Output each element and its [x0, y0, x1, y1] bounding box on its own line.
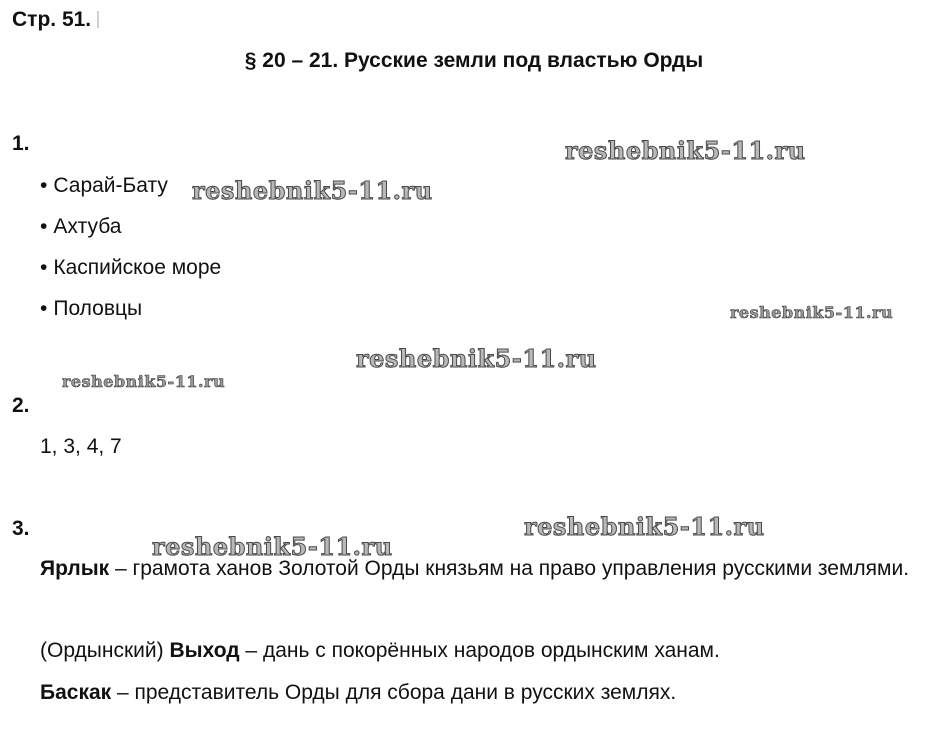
question-1-number: 1.: [12, 132, 30, 155]
question-2-number: 2.: [12, 394, 30, 417]
definition-yarlyk-text: – грамота ханов Золотой Орды князьям на право управления русскими землями.: [109, 557, 910, 580]
watermark: reshebnik5-11.ru: [152, 532, 393, 561]
watermark: reshebnik5-11.ru: [565, 136, 806, 165]
definition-yarlyk: [12, 548, 938, 590]
list-item-text: Каспийское море: [53, 256, 222, 279]
list-item: [40, 256, 221, 280]
bullet-icon: •: [40, 174, 48, 197]
bullet-icon: •: [40, 215, 48, 238]
definition-baskak-text: – представитель Орды для сбора дани в русских землях.: [111, 681, 677, 704]
list-item-text: Сарай-Бату: [53, 174, 168, 197]
watermark: reshebnik5-11.ru: [192, 176, 433, 205]
bullet-icon: •: [40, 297, 48, 320]
definition-vykhod-prefix: (Ордынский): [40, 639, 170, 662]
question-3-number: 3.: [12, 517, 30, 540]
bullet-icon: •: [40, 256, 48, 279]
page-number: [12, 8, 99, 32]
definition-baskak: [12, 672, 938, 714]
term-yarlyk: Ярлык: [40, 557, 110, 580]
text-cursor-mark: [97, 11, 99, 28]
list-item-text: Ахтуба: [53, 215, 122, 238]
definition-vykhod: [12, 630, 938, 672]
watermark: reshebnik5-11.ru: [356, 344, 597, 373]
term-baskak: Баскак: [40, 681, 112, 704]
list-item-text: Половцы: [53, 297, 143, 320]
list-item: [40, 174, 168, 198]
watermark: reshebnik5-11.ru: [730, 303, 894, 322]
list-item: [40, 215, 121, 239]
list-item: [40, 297, 142, 321]
page-number-text: Стр. 51.: [12, 8, 92, 31]
term-vykhod: Выход: [169, 639, 240, 662]
question-2-answer: 1, 3, 4, 7: [40, 435, 122, 458]
watermark: reshebnik5-11.ru: [524, 512, 765, 541]
watermark: reshebnik5-11.ru: [62, 372, 226, 391]
definition-vykhod-text: – дань с покорённых народов ордынским ханам.: [239, 639, 720, 662]
section-title: § 20 – 21. Русские земли под властью Орды: [244, 49, 704, 72]
